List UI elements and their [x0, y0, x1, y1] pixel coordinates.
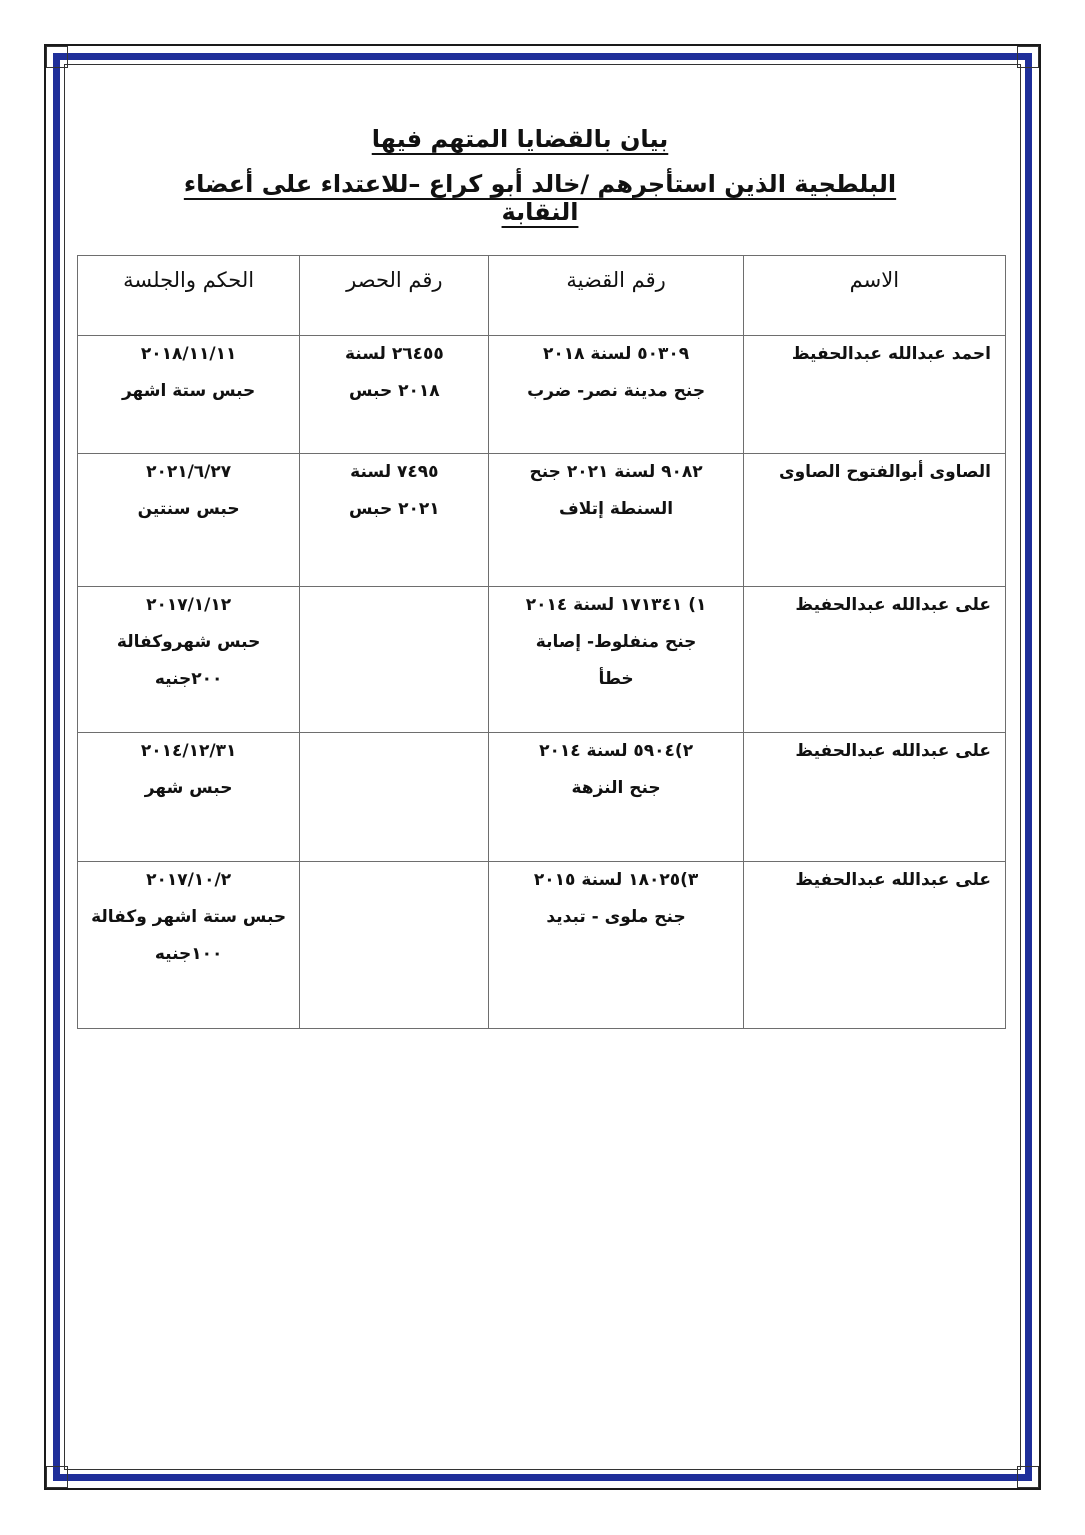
- cell-case-number: [489, 862, 743, 1029]
- cell-verdict-line: ٢٠١٤/١٢/٣١: [140, 741, 237, 761]
- cell-name: على عبدالله عبدالحفيظ: [743, 862, 1005, 1029]
- cell-case-number-line: جنح منفلوط- إصابة: [535, 632, 697, 652]
- table-header-row: [78, 256, 1006, 336]
- cell-registry-number: [300, 454, 489, 587]
- cell-verdict-line: ٢٠١٨/١١/١١: [140, 344, 237, 364]
- cell-registry-number: [300, 336, 489, 454]
- cell-registry-number-line: ٧٤٩٥ لسنة: [350, 462, 439, 482]
- cell-verdict: [78, 733, 300, 862]
- cell-registry-number-line: ٢٠١٨ حبس: [349, 381, 440, 401]
- cell-case-number-line: ٩٠٨٢ لسنة ٢٠٢١ جنح: [529, 462, 703, 482]
- cell-name: احمد عبدالله عبدالحفيظ: [743, 336, 1005, 454]
- cell-verdict: [78, 454, 300, 587]
- border-corner-ornament: [1017, 46, 1039, 68]
- cell-verdict-line: حبس سنتين: [137, 499, 240, 519]
- cell-name: على عبدالله عبدالحفيظ: [743, 733, 1005, 862]
- document-title-text: بيان بالقضايا المتهم فيها: [371, 125, 669, 153]
- table-row: [78, 454, 1006, 587]
- cell-registry-number-line: ٢٠٢١ حبس: [349, 499, 440, 519]
- cell-verdict-line: حبس شهروكفالة: [116, 632, 261, 652]
- cell-verdict: [78, 862, 300, 1029]
- cell-verdict-line: ٢٠١٧/١/١٢: [146, 595, 232, 615]
- cell-verdict: [78, 587, 300, 733]
- cell-case-number-line: جنح النزهة: [571, 778, 661, 798]
- cell-verdict-line: حبس ستة اشهر: [121, 381, 256, 401]
- cell-registry-number: [300, 862, 489, 1029]
- cell-verdict-line: حبس شهر: [144, 778, 233, 798]
- cell-registry-number-line: ٢٦٤٥٥ لسنة: [344, 344, 444, 364]
- cell-case-number-line: ٣)١٨٠٢٥ لسنة ٢٠١٥: [533, 870, 699, 890]
- table-row: [78, 733, 1006, 862]
- cases-table: [77, 255, 1006, 1029]
- cell-case-number-line: جنح مدينة نصر- ضرب: [527, 381, 706, 401]
- table-body: [78, 336, 1006, 1029]
- border-corner-ornament: [46, 46, 68, 68]
- cell-case-number: [489, 336, 743, 454]
- cell-case-number: [489, 733, 743, 862]
- cell-verdict-line: ٢٠١٧/١٠/٢: [146, 870, 232, 890]
- header-verdict: الحكم والجلسة: [78, 256, 300, 336]
- table-row: [78, 862, 1006, 1029]
- cell-case-number: [489, 587, 743, 733]
- cell-case-number-line: خطأ: [598, 669, 634, 689]
- cell-verdict: [78, 336, 300, 454]
- cell-case-number-line: جنح ملوى - تبديد: [546, 907, 686, 927]
- header-case-number: رقم القضية: [489, 256, 743, 336]
- cell-name: الصاوى أبوالفتوح الصاوى: [743, 454, 1005, 587]
- cell-verdict-line: ٢٠٠جنيه: [154, 669, 223, 689]
- table-row: [78, 587, 1006, 733]
- cell-verdict-line: حبس ستة اشهر وكفالة: [91, 907, 287, 927]
- header-registry-number: رقم الحصر: [300, 256, 489, 336]
- cell-case-number: [489, 454, 743, 587]
- table-row: [78, 336, 1006, 454]
- border-corner-ornament: [46, 1466, 68, 1488]
- header-name: الاسم: [743, 256, 1005, 336]
- document-title: [300, 125, 740, 153]
- document-subtitle: [180, 170, 900, 226]
- cell-case-number-line: ١) ١٧١٣٤١ لسنة ٢٠١٤: [525, 595, 707, 615]
- cell-name: على عبدالله عبدالحفيظ: [743, 587, 1005, 733]
- cell-registry-number: [300, 733, 489, 862]
- cell-verdict-line: ١٠٠جنيه: [154, 944, 223, 964]
- cell-registry-number: [300, 587, 489, 733]
- cell-case-number-line: ٢)٥٩٠٤ لسنة ٢٠١٤: [539, 741, 694, 761]
- cell-verdict-line: ٢٠٢١/٦/٢٧: [146, 462, 232, 482]
- cell-case-number-line: السنطة إتلاف: [559, 499, 674, 519]
- cell-case-number-line: ٥٠٣٠٩ لسنة ٢٠١٨: [542, 344, 690, 364]
- border-corner-ornament: [1017, 1466, 1039, 1488]
- document-subtitle-text: البلطجية الذين استأجرهم /خالد أبو كراع –للاعتداء على أعضاء النقابة: [183, 170, 897, 226]
